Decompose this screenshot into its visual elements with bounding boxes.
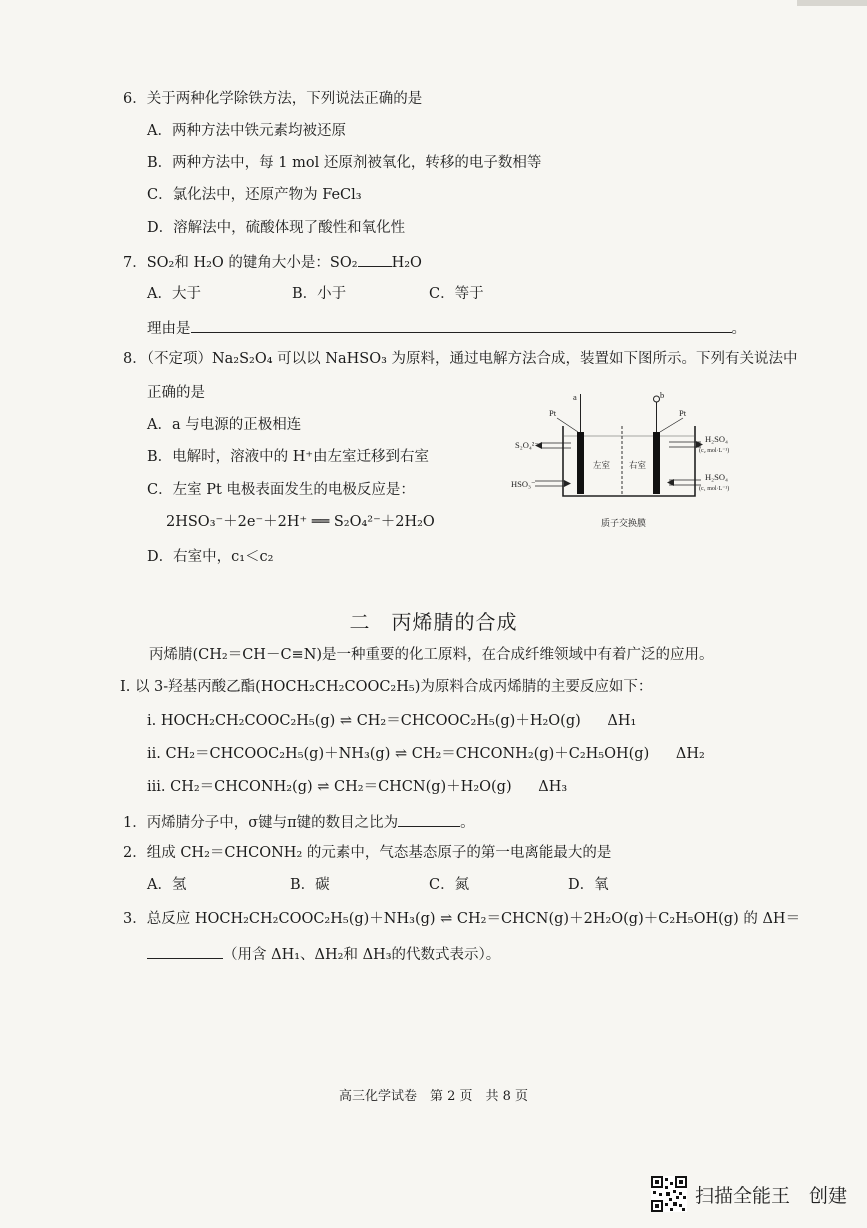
page-footer: 高三化学试卷 第 2 页 共 8 页 — [338, 1089, 529, 1104]
s2-q3-line2-text: （用含 ΔH₁、ΔH₂和 ΔH₃的代数式表示）。 — [223, 947, 501, 963]
q7-reason-label: 理由是 — [147, 321, 191, 337]
q6-option-a: A．两种方法中铁元素均被还原 — [147, 123, 346, 139]
section-title: 二 丙烯腈的合成 — [349, 610, 518, 634]
s2-q1-blank[interactable] — [398, 812, 460, 827]
label-pt-right: Pt — [679, 408, 687, 418]
section-intro: 丙烯腈(CH₂＝CH－C≡N)是一种重要的化工原料，在合成纤维领域中有着广泛的应用。 — [149, 647, 714, 663]
terminal-b — [654, 396, 660, 402]
q6-stem: 6．关于两种化学除铁方法，下列说法正确的是 — [123, 91, 423, 107]
q8-option-b: B．电解时，溶液中的 H⁺由左室迁移到右室 — [147, 449, 430, 465]
q7-stem — [123, 252, 422, 272]
watermark-text: 扫描全能王 创建 — [694, 1184, 847, 1207]
reaction-iii-eq: iii. CH₂＝CHCONH₂(g) ⇌ CH₂＝CHCN(g)＋H₂O(g) — [147, 779, 512, 795]
label-right-room: 右室 — [629, 460, 647, 470]
label-s2o4: S₂O₄²⁻ — [515, 440, 539, 450]
left-electrode — [577, 432, 584, 494]
s2-q1-pre: 1．丙烯腈分子中，σ键与π键的数目之比为 — [123, 815, 399, 831]
q7-answer-blank[interactable] — [358, 252, 392, 267]
q7-option-c: C．等于 — [429, 286, 484, 302]
reaction-ii-dh: ΔH₂ — [675, 746, 705, 762]
qr-code-icon — [651, 1176, 687, 1212]
s2-q3-line2 — [147, 944, 500, 964]
reaction-ii-eq: ii. CH₂＝CHCOOC₂H₅(g)＋NH₃(g) ⇌ CH₂＝CHCONH₂(g)＋C₂H₅OH(g) — [147, 746, 650, 762]
reaction-ii — [147, 745, 705, 763]
part1-heading: I. 以 3-羟基丙酸乙酯(HOCH₂CH₂COOC₂H₅)为原料合成丙烯腈的主要反应如下： — [120, 679, 653, 695]
reaction-i-eq: i. HOCH₂CH₂COOC₂H₅(g) ⇌ CH₂＝CHCOOC₂H₅(g)＋H₂O(g) — [147, 713, 581, 729]
q8-stem-line1: 8．（不定项）Na₂S₂O₄ 可以以 NaHSO₃ 为原料，通过电解方法合成，装置如下图所示。下列有关说法中 — [123, 351, 798, 367]
label-c1: (c₁ mol·L⁻¹) — [699, 486, 730, 492]
s2-q2-option-d: D．氧 — [568, 877, 609, 893]
scanner-watermark — [651, 1174, 847, 1214]
s2-q2-options — [147, 876, 647, 894]
label-c2: (c₂ mol·L⁻¹) — [699, 448, 730, 454]
reaction-i — [147, 712, 636, 730]
label-b: b — [660, 390, 665, 400]
label-a: a — [573, 392, 577, 402]
q7-stem-pre: 7．SO₂和 H₂O 的键角大小是：SO₂ — [123, 255, 358, 271]
q6-option-c: C．氯化法中，还原产物为 FeCl₃ — [147, 187, 362, 203]
q7-stem-post: H₂O — [391, 255, 422, 271]
q6-option-b: B．两种方法中，每 1 mol 还原剂被氧化，转移的电子数相等 — [147, 155, 542, 171]
label-h2so4-top: H₂SO₄ — [705, 434, 728, 444]
label-pt-left: Pt — [549, 408, 557, 418]
q7-reason — [147, 318, 746, 338]
s2-q2-option-b: B．碳 — [290, 877, 330, 893]
label-hso3: HSO₃⁻ — [511, 479, 536, 489]
s2-q2-option-c: C．氮 — [429, 877, 470, 893]
q8-stem-line2: 正确的是 — [147, 385, 205, 401]
figure-caption: 质子交换膜 — [601, 518, 647, 528]
right-electrode — [653, 432, 660, 494]
q6-option-d: D．溶解法中，硫酸体现了酸性和氧化性 — [147, 220, 406, 236]
s2-q2-option-a: A．氢 — [147, 877, 187, 893]
q8-option-c: C．左室 Pt 电极表面发生的电极反应是： — [147, 482, 415, 498]
q8-equation: 2HSO₃⁻＋2e⁻＋2H⁺ ══ S₂O₄²⁻＋2H₂O — [166, 514, 435, 530]
label-left-room: 左室 — [593, 460, 611, 470]
s2-q1-post: 。 — [460, 815, 475, 831]
q7-reason-end: 。 — [731, 321, 746, 337]
reaction-iii-dh: ΔH₃ — [538, 779, 568, 795]
s2-q3-blank[interactable] — [147, 944, 223, 959]
q7-option-a: A．大于 — [147, 286, 201, 302]
label-h2so4-bottom: H₂SO₄ — [705, 472, 728, 482]
q7-reason-blank[interactable] — [191, 318, 732, 333]
q8-option-d: D．右室中，c₁＜c₂ — [147, 549, 274, 565]
s2-q2: 2．组成 CH₂＝CHCONH₂ 的元素中，气态基态原子的第一电离能最大的是 — [123, 845, 612, 861]
q8-option-a: A．a 与电源的正极相连 — [147, 417, 302, 433]
page-edge-mark — [797, 0, 867, 6]
reaction-iii — [147, 778, 567, 796]
q7-options — [147, 285, 547, 303]
s2-q3-line1: 3．总反应 HOCH₂CH₂COOC₂H₅(g)＋NH₃(g) ⇌ CH₂＝CHCN(g)＋2H₂O(g)＋C₂H₅OH(g) 的 ΔH＝ — [123, 911, 801, 927]
electrolysis-cell-figure — [505, 388, 745, 538]
reaction-i-dh: ΔH₁ — [607, 713, 637, 729]
q7-option-b: B．小于 — [292, 286, 347, 302]
s2-q1 — [123, 812, 475, 832]
